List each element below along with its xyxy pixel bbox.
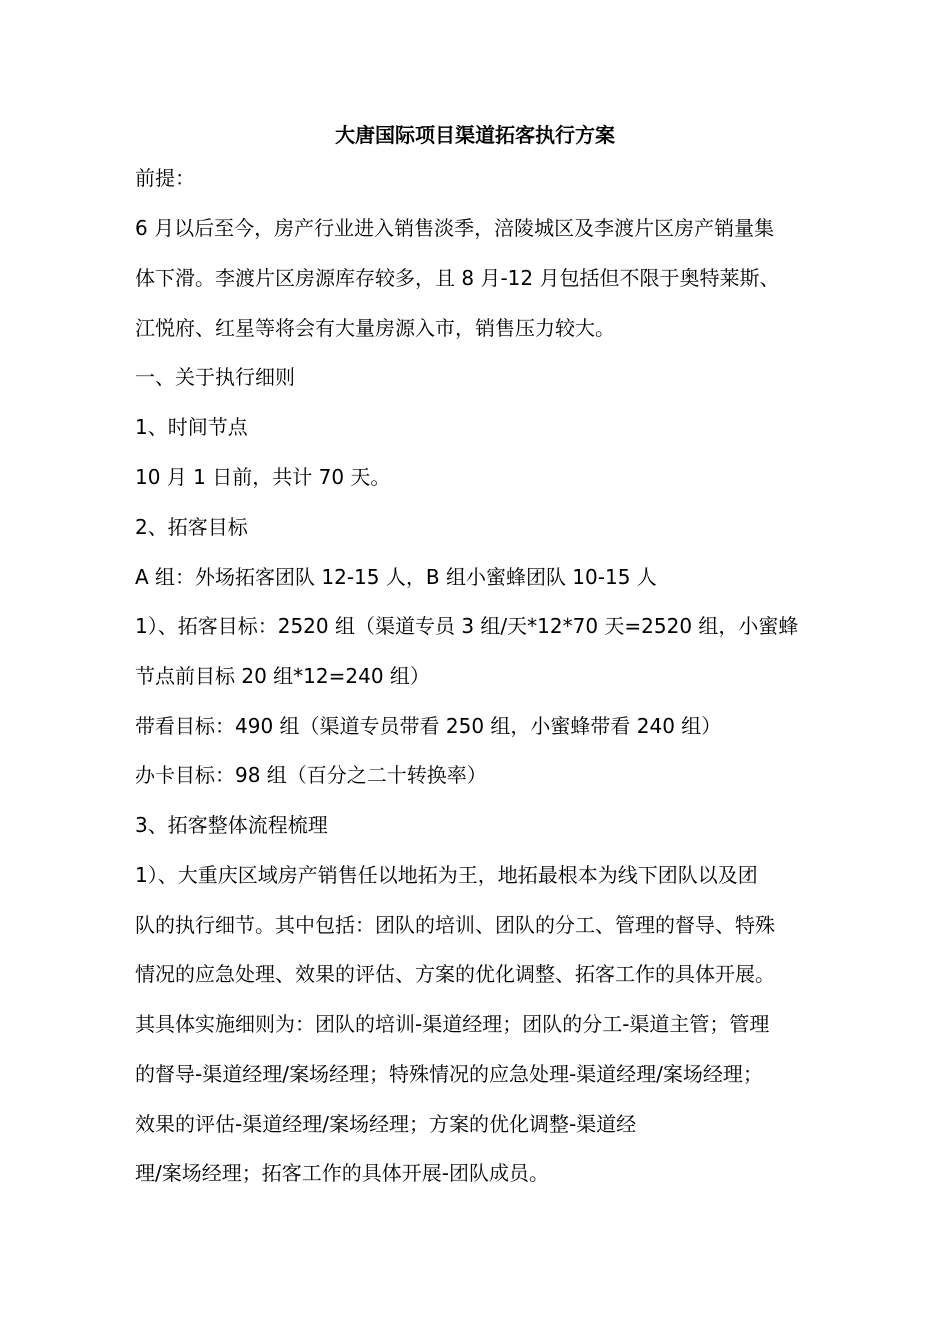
text-line: 带看目标：490 组（渠道专员带看 250 组，小蜜蜂带看 240 组） xyxy=(135,714,722,738)
text-line: 的督导-渠道经理/案场经理；特殊情况的应急处理-渠道经理/案场经理； xyxy=(135,1062,763,1086)
text-line: 1）、大重庆区域房产销售任以地拓为王，地拓最根本为线下团队以及团 xyxy=(135,863,758,887)
text-line-premise-heading: 前提： xyxy=(135,166,195,190)
text-line: 江悦府、红星等将会有大量房源入市，销售压力较大。 xyxy=(135,316,615,340)
subsection-heading-process: 3、拓客整体流程梳理 xyxy=(135,813,328,837)
text-line: 体下滑。李渡片区房源库存较多，且 8 月-12 月包括但不限于奥特莱斯、 xyxy=(135,266,780,290)
text-line: 其具体实施细则为：团队的培训-渠道经理；团队的分工-渠道主管；管理 xyxy=(135,1012,770,1036)
text-line: 1）、拓客目标：2520 组（渠道专员 3 组/天*12*70 天=2520 组，小蜜蜂 xyxy=(135,614,799,638)
text-line: 10 月 1 日前，共计 70 天。 xyxy=(135,465,391,489)
subsection-heading-timeline: 1、时间节点 xyxy=(135,415,248,439)
text-line: 6 月以后至今，房产行业进入销售淡季，涪陵城区及李渡片区房产销量集 xyxy=(135,216,775,240)
text-line: 情况的应急处理、效果的评估、方案的优化调整、拓客工作的具体开展。 xyxy=(135,962,775,986)
subsection-heading-targets: 2、拓客目标 xyxy=(135,515,248,539)
text-line: 队的执行细节。其中包括：团队的培训、团队的分工、管理的督导、特殊 xyxy=(135,913,775,937)
text-line: 办卡目标：98 组（百分之二十转换率） xyxy=(135,763,487,787)
document-title: 大唐国际项目渠道拓客执行方案 xyxy=(335,123,615,147)
section-heading-execution-details: 一、关于执行细则 xyxy=(135,365,295,389)
text-line: 节点前目标 20 组*12=240 组） xyxy=(135,664,430,688)
text-line: 理/案场经理；拓客工作的具体开展-团队成员。 xyxy=(135,1161,549,1185)
text-line: A 组：外场拓客团队 12-15 人，B 组小蜜蜂团队 10-15 人 xyxy=(135,565,657,589)
text-line: 效果的评估-渠道经理/案场经理；方案的优化调整-渠道经 xyxy=(135,1112,637,1136)
